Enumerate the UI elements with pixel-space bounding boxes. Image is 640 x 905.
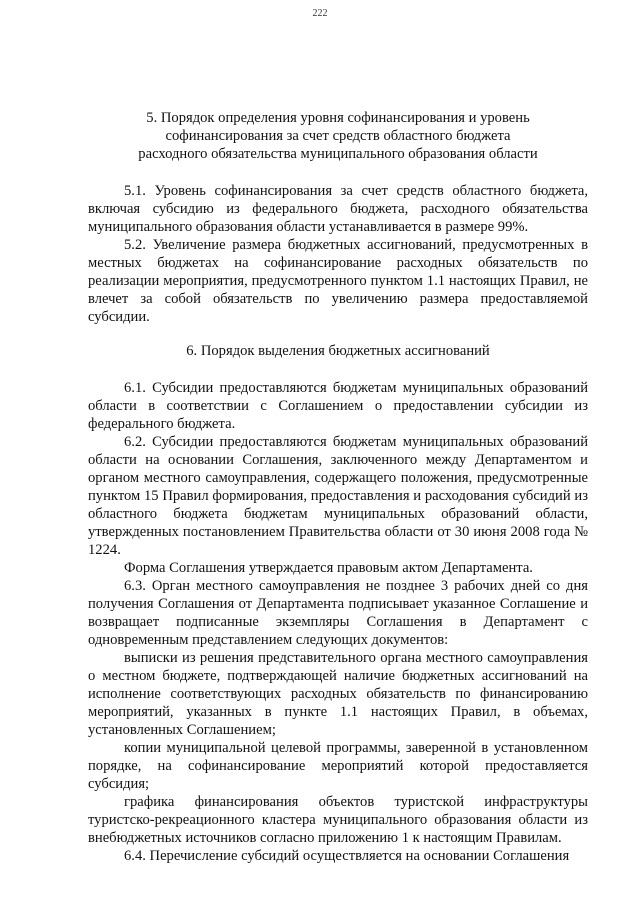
section-6-heading: 6. Порядок выделения бюджетных ассигнований — [186, 343, 490, 359]
paragraph-6-4: 6.4. Перечисление субсидий осуществляется на основании Соглашения — [124, 848, 570, 864]
paragraph-5-2: 5.2. Увеличение размера бюджетных ассигнований, предусмотренных в местных бюджетах на софинансирование расходных обязательств по реализации мероприятия, предусмотренного пунктом 1.1 настоящих Правил, не влечет за собой обязательств по увеличению размера предоставляемой субсидии. — [88, 237, 588, 325]
section-5-heading-line: расходного обязательства муниципального образования области — [138, 146, 538, 162]
paragraph-5-1: 5.1. Уровень софинансирования за счет средств областного бюджета, включая субсидию из федерального бюджета, расходного обязательства муниципального образования области устанавливается в размере 99%. — [88, 183, 588, 235]
section-5-heading-line: 5. Порядок определения уровня софинансирования и уровень — [146, 110, 530, 126]
page-number: 222 — [312, 8, 328, 19]
paragraph-program-copy: копии муниципальной целевой программы, заверенной в установленном порядке, на софинансирование мероприятий которой предоставляется субсидия; — [88, 740, 588, 792]
section-5-heading — [88, 109, 588, 163]
paragraph-budget-extract: выписки из решения представительного органа местного самоуправления о местном бюджете, подтверждающей наличие бюджетных ассигнований на исполнение соответствующих расходных обязательств по финансированию мероприятий, указанных в пункте 1.1 настоящих Правил, в объемах, установленных Соглашением; — [88, 650, 588, 738]
paragraph-agreement-form: Форма Соглашения утверждается правовым актом Департамента. — [124, 560, 533, 576]
paragraph-financing-schedule: графика финансирования объектов туристской инфраструктуры туристско-рекреационного кластера муниципального образования области из внебюджетных источников согласно приложению 1 к настоящим Правилам. — [88, 794, 588, 846]
paragraph-6-3: 6.3. Орган местного самоуправления не позднее 3 рабочих дней со дня получения Соглашения от Департамента подписывает указанное Соглашение и возвращает подписанные экземпляры Соглашения в Департамент с одновременным представлением следующих документов: — [88, 578, 588, 648]
paragraph-6-2: 6.2. Субсидии предоставляются бюджетам муниципальных образований области на основании Соглашения, заключенного между Департаментом и органом местного самоуправления, содержащего положения, предусмотренные пунктом 15 Правил формирования, предоставления и расходования субсидий из областного бюджета бюджетам муниципальных образований области, утвержденных постановлением Правительства области от 30 июня 2008 года № 1224. — [88, 434, 588, 558]
paragraph-6-1: 6.1. Субсидии предоставляются бюджетам муниципальных образований области в соответствии с Соглашением о предоставлении субсидии из федерального бюджета. — [88, 380, 588, 432]
document-body — [88, 109, 588, 865]
section-5-heading-line: софинансирования за счет средств областного бюджета — [165, 128, 511, 144]
